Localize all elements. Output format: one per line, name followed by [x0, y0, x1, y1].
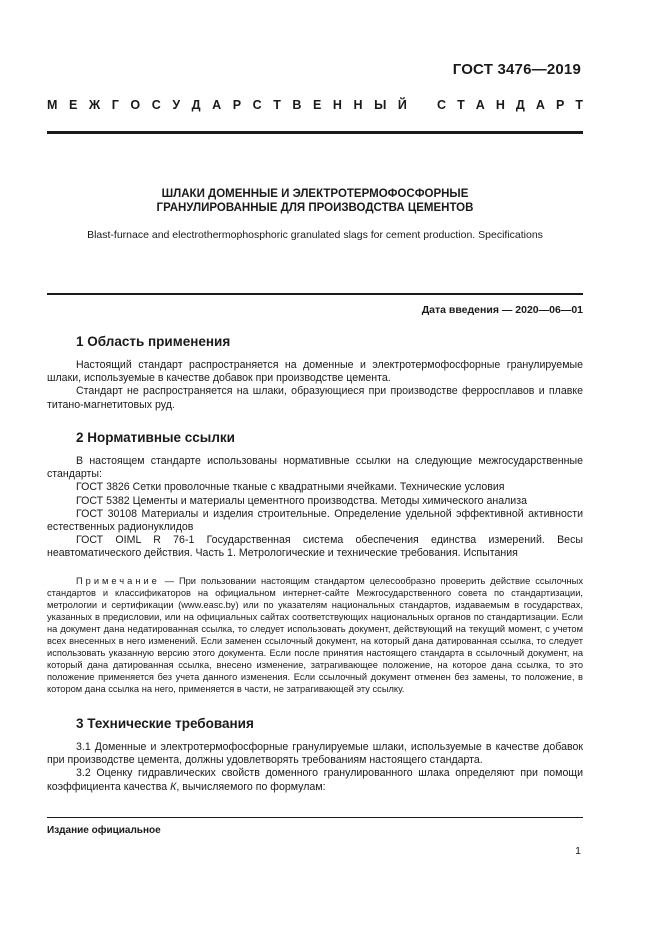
banner-word-interstate — [47, 98, 407, 112]
introduction-date: Дата введения — 2020—06—01 — [421, 304, 583, 316]
banner-word-standard — [437, 98, 583, 112]
banner-letter: Н — [495, 98, 505, 112]
standard-code: ГОСТ 3476—2019 — [452, 61, 581, 78]
note-text: — При пользовании настоящим стандартом целесообразно проверить действие ссылочных стандартов и классификаторов на официальном интернет-сайте Межгосударственного совета по стандартизации, метрологии и сертификации (www.easc.by) или по указателям национальных стандартов, издаваемым в государствах, указанных в предисловии, или на официальных сайтах соответствующих национальных органов по стандартизации. Если на документ дана недатированная ссылка, то следует использовать документ, действующий на текущий момент, с учетом всех внесенных в него изменений. Если заменен ссылочный документ, на который дана датированная ссылка, то следует использовать указанную версию этого документа. Если после принятия настоящего стандарта в ссылочный документ, на который дана датированная ссылка, внесено изменение, затрагивающее положение, на которое дана ссылка, то это положение применяется без учета данного изменения. Если ссылочный документ отменен без замены, то положение, в котором дана ссылка на него, применяется в части, не затрагивающей эту ссылку. — [47, 576, 583, 694]
banner-letter: А — [535, 98, 545, 112]
paragraph: В настоящем стандарте использованы нормативные ссылки на следующие межгосударственные стандарты: — [47, 455, 583, 481]
header-rule — [47, 131, 583, 134]
banner-letter: У — [172, 98, 181, 112]
official-edition-label: Издание официальное — [47, 825, 161, 836]
banner-letter: Н — [332, 98, 342, 112]
banner-letter: С — [437, 98, 447, 112]
banner-letter: М — [47, 98, 58, 112]
banner-letter: Р — [232, 98, 242, 112]
reference-item: ГОСТ 30108 Материалы и изделия строительные. Определение удельной эффективной активности естественных радионуклидов — [47, 507, 583, 534]
title-rule — [47, 293, 583, 295]
reference-item: ГОСТ 5382 Цементы и материалы цементного производства. Методы химического анализа — [76, 494, 527, 507]
banner-letter: Т — [575, 98, 583, 112]
standard-type-banner — [47, 98, 583, 112]
banner-letter: А — [212, 98, 222, 112]
banner-letter: Д — [515, 98, 525, 112]
section-3-body — [47, 741, 583, 794]
section-3-heading: 3 Технические требования — [76, 716, 254, 731]
banner-letter: Г — [111, 98, 119, 112]
page-number: 1 — [575, 845, 581, 857]
banner-letter: А — [475, 98, 485, 112]
banner-letter: Д — [191, 98, 201, 112]
coefficient-symbol: К — [170, 780, 177, 793]
document-title — [47, 187, 583, 215]
title-english: Blast-furnace and electrothermophosphoric granulated slags for cement production. Specifications — [87, 229, 543, 241]
banner-letter: В — [292, 98, 302, 112]
banner-letter: Е — [313, 98, 322, 112]
banner-letter: Т — [457, 98, 465, 112]
references-note — [47, 575, 583, 695]
paragraph: Настоящий стандарт распространяется на доменные и электротермофосфорные гранулируемые шлаки, используемые в качестве добавок при производстве цемента. — [47, 359, 583, 385]
paragraph: 3.1 Доменные и электротермофосфорные гранулируемые шлаки, используемые в качестве добавок при производстве цемента, должны удовлетворять требованиям настоящего стандарта. — [47, 741, 583, 767]
title-line-2: ГРАНУЛИРОВАННЫЕ ДЛЯ ПРОИЗВОДСТВА ЦЕМЕНТОВ — [156, 202, 474, 214]
banner-letter: Н — [353, 98, 363, 112]
banner-letter: С — [151, 98, 161, 112]
title-line-1: ШЛАКИ ДОМЕННЫЕ И ЭЛЕКТРОТЕРМОФОСФОРНЫЕ — [161, 188, 469, 200]
reference-item: ГОСТ OIML R 76-1 Государственная система обеспечения единства измерений. Весы неавтоматического действия. Часть 1. Метрологические и технические требования. Испытания — [47, 534, 583, 560]
banner-letter: Т — [273, 98, 281, 112]
banner-letter: Ж — [88, 98, 101, 112]
banner-letter: Р — [555, 98, 565, 112]
reference-item: ГОСТ 3826 Сетки проволочные тканые с квадратными ячейками. Технические условия — [76, 481, 505, 494]
paragraph: Стандарт не распространяется на шлаки, образующиеся при производстве ферросплавов и плавке титано-магнетитовых руд. — [47, 385, 583, 411]
banner-letter: Ы — [374, 98, 387, 112]
banner-letter: С — [252, 98, 262, 112]
banner-letter: О — [130, 98, 141, 112]
banner-letter: Е — [68, 98, 78, 112]
section-2-heading: 2 Нормативные ссылки — [76, 430, 235, 445]
section-2-body — [47, 455, 583, 561]
paragraph: 3.2 Оценку гидравлических свойств доменного гранулированного шлака определяют при помощи коэффициента качества К, вычисляемого по формулам: — [47, 767, 583, 793]
section-1-body — [47, 359, 583, 412]
banner-letter: Й — [397, 98, 407, 112]
footer-rule — [47, 817, 583, 818]
note-label: Примечание — [76, 576, 160, 586]
section-1-heading: 1 Область применения — [76, 334, 231, 349]
